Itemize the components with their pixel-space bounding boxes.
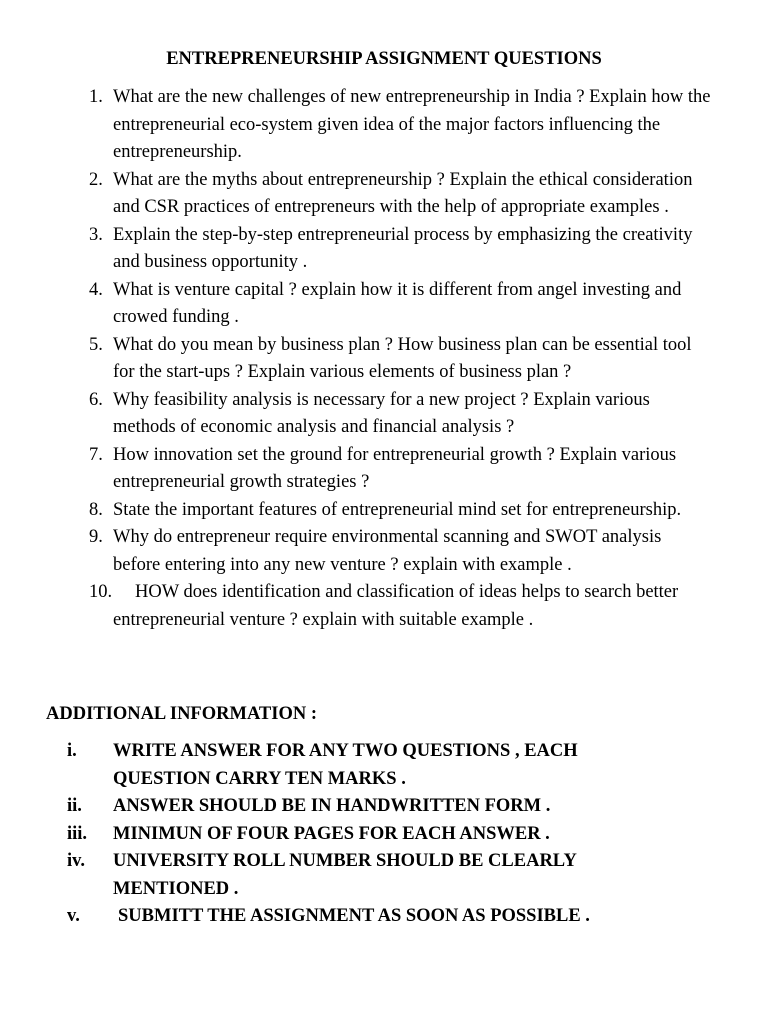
question-number: 9.	[89, 527, 103, 547]
question-item	[0, 387, 768, 442]
instruction-number: iv.	[67, 851, 85, 871]
instruction-text: UNIVERSITY ROLL NUMBER SHOULD BE CLEARLY MENTIONED .	[113, 851, 577, 899]
additional-information-heading: ADDITIONAL INFORMATION :	[46, 704, 318, 724]
instruction-text: ANSWER SHOULD BE IN HANDWRITTEN FORM .	[113, 796, 551, 816]
question-number: 8.	[89, 499, 103, 520]
question-number: 2.	[89, 169, 103, 190]
question-text: Why do entrepreneur require environmental scanning and SWOT analysis before entering into any new venture ? explain with example .	[113, 527, 662, 575]
question-item	[0, 524, 768, 579]
instruction-item	[0, 738, 768, 793]
instruction-number: v.	[67, 906, 80, 926]
instruction-text: WRITE ANSWER FOR ANY TWO QUESTIONS , EACH QUESTION CARRY TEN MARKS .	[113, 741, 578, 789]
document-title: ENTREPRENEURSHIP ASSIGNMENT QUESTIONS	[166, 49, 602, 69]
question-number: 7.	[89, 444, 103, 465]
instruction-item	[0, 848, 768, 903]
question-item	[0, 222, 768, 277]
question-number: 3.	[89, 224, 103, 245]
question-number: 4.	[89, 279, 103, 300]
question-item	[0, 332, 768, 387]
question-text: What is venture capital ? explain how it is different from angel investing and crowed funding .	[113, 279, 682, 327]
instruction-item	[0, 821, 768, 849]
question-item	[0, 579, 768, 634]
question-item	[0, 497, 768, 525]
question-text: What do you mean by business plan ? How business plan can be essential tool for the start-ups ? Explain various elements of business plan ?	[113, 334, 692, 382]
question-text: Explain the step-by-step entrepreneurial process by emphasizing the creativity and business opportunity .	[113, 224, 693, 272]
question-number: 1.	[89, 87, 103, 107]
question-text: What are the myths about entrepreneurship ? Explain the ethical consideration and CSR practices of entrepreneurs with the help of appropriate examples .	[113, 169, 693, 217]
question-number: 10.	[89, 582, 113, 602]
question-text: What are the new challenges of new entrepreneurship in India ? Explain how the entrepreneurial eco-system given idea of the major factors influencing the entrepreneurship.	[113, 87, 711, 162]
question-text: HOW does identification and classification of ideas helps to search better entrepreneurial venture ? explain with suitable example .	[113, 582, 679, 630]
question-number: 6.	[89, 389, 103, 410]
question-number: 5.	[89, 334, 103, 355]
instruction-text: SUBMITT THE ASSIGNMENT AS SOON AS POSSIBLE .	[118, 906, 590, 926]
instruction-number: iii.	[67, 823, 88, 844]
question-item	[0, 277, 768, 332]
question-text: State the important features of entrepreneurial mind set for entrepreneurship.	[113, 499, 682, 520]
question-item	[0, 442, 768, 497]
question-text: How innovation set the ground for entrepreneurial growth ? Explain various entrepreneurial growth strategies ?	[113, 444, 677, 492]
question-text: Why feasibility analysis is necessary for a new project ? Explain various methods of economic analysis and financial analysis ?	[113, 389, 650, 437]
additional-information-list	[0, 738, 768, 931]
instruction-number: ii.	[67, 796, 82, 816]
question-list	[0, 84, 768, 634]
question-item	[0, 167, 768, 222]
instruction-item	[0, 903, 768, 931]
instruction-number: i.	[67, 741, 77, 761]
question-item	[0, 84, 768, 167]
instruction-text: MINIMUN OF FOUR PAGES FOR EACH ANSWER .	[113, 823, 550, 844]
instruction-item	[0, 793, 768, 821]
